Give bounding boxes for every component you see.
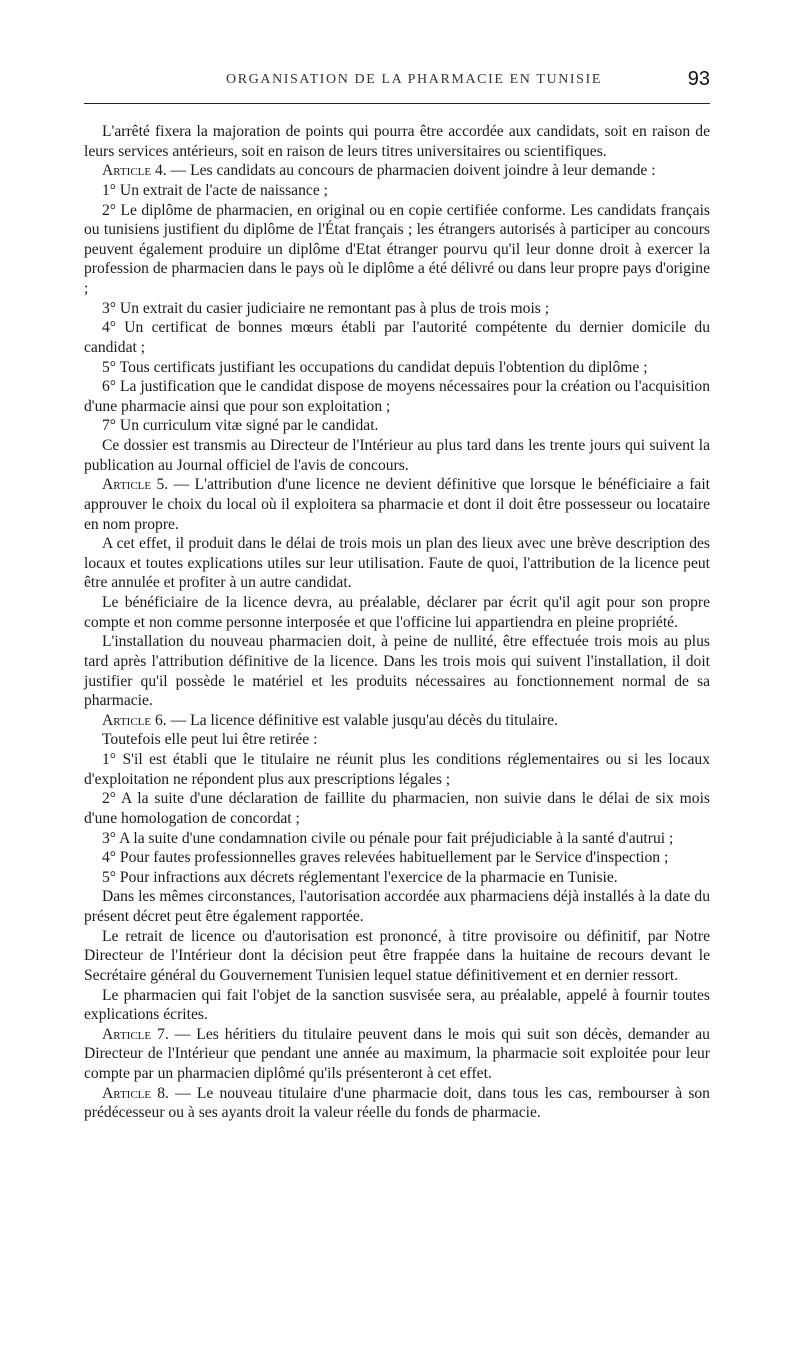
paragraph <box>84 436 710 475</box>
paragraph <box>84 711 710 731</box>
paragraph <box>84 358 710 378</box>
paragraph-text: 5° Pour infractions aux décrets réglementant l'exercice de la pharmacie en Tunisie. <box>102 868 618 886</box>
paragraph-text: Ce dossier est transmis au Directeur de l'Intérieur au plus tard dans les trente jours qui suivent la publication au Journal officiel de l'avis de concours. <box>84 437 710 474</box>
article-label: Article 4. <box>102 162 167 180</box>
paragraph <box>84 377 710 416</box>
paragraph <box>84 848 710 868</box>
paragraph-text: Le pharmacien qui fait l'objet de la sanction susvisée sera, au préalable, appelé à fournir toutes explications écrites. <box>84 986 710 1024</box>
paragraph <box>84 318 710 357</box>
paragraph <box>84 789 710 828</box>
paragraph-text: 2° A la suite d'une déclaration de faillite du pharmacien, non suivie dans le délai de six mois d'une homologation de concordat ; <box>84 790 710 827</box>
paragraph <box>84 475 710 534</box>
paragraph <box>84 750 710 789</box>
paragraph-text: Le bénéficiaire de la licence devra, au préalable, déclarer par écrit qu'il agit pour son propre compte et non comme personne interposée et que l'officine lui appartiendra en pleine propriété. <box>84 594 710 631</box>
article-label: Article 5. <box>102 476 169 494</box>
paragraph-text: L'installation du nouveau pharmacien doit, à peine de nullité, être effectuée trois mois au plus tard après l'attribution définitive de la licence. Dans les trois mois qui suivent l'installation, il doit justifier qu'il possède le matériel et les produits nécessaires au fonctionnement normal de sa pharmacie. <box>84 633 710 710</box>
paragraph-text: 1° S'il est établi que le titulaire ne réunit plus les conditions réglementaires ou si les locaux d'exploitation ne répondent plus aux prescriptions légales ; <box>84 751 710 788</box>
paragraph <box>84 416 710 436</box>
paragraph-text: — Les candidats au concours de pharmacien doivent joindre à leur demande : <box>166 162 656 180</box>
paragraph-text: 7° Un curriculum vitæ signé par le candidat. <box>102 417 379 435</box>
article-label: Article 6. <box>102 711 167 729</box>
paragraph-text: A cet effet, il produit dans le délai de trois mois un plan des lieux avec une brève description des locaux et toutes explications utiles sur leur utilisation. Faute de quoi, l'attribution de la licence peut être annulée et profiter à un autre candidat. <box>84 535 710 592</box>
running-title: ORGANISATION DE LA PHARMACIE EN TUNISIE <box>226 72 602 87</box>
article-label: Article 7. <box>102 1025 169 1043</box>
paragraph-text: Le retrait de licence ou d'autorisation est prononcé, à titre provisoire ou définitif, par Notre Directeur de l'Intérieur dont la décision peut être frappée dans la huitaine de recours devant le Secrétaire général du Gouvernement Tunisien lequel statue définitivement et en dernier ressort. <box>84 927 710 984</box>
paragraph-text: 2° Le diplôme de pharmacien, en original ou en copie certifiée conforme. Les candidats français ou tunisiens justifient du diplôme de l'État français ; les étrangers autorisés à participer au concours peuvent également produire un diplôme d'Etat étranger pourvu qu'il leur donne droit à exercer la profession de pharmacien dans le pays où le diplôme a été délivré ou dans leur propre pays d'origine ; <box>84 201 710 297</box>
paragraph-text: 3° Un extrait du casier judiciaire ne remontant pas à plus de trois mois ; <box>102 299 550 317</box>
header-rule <box>84 103 710 104</box>
paragraph <box>84 1084 710 1123</box>
paragraph-text: 5° Tous certificats justifiant les occupations du candidat depuis l'obtention du diplôme ; <box>102 358 648 376</box>
paragraph <box>84 181 710 201</box>
article-label: Article 8. <box>102 1084 169 1102</box>
paragraph <box>84 1025 710 1084</box>
paragraph-text: 6° La justification que le candidat dispose de moyens nécessaires pour la création ou l'acquisition d'une pharmacie ainsi que pour son exploitation ; <box>84 378 710 415</box>
paragraph <box>84 632 710 711</box>
paragraph-text: 3° A la suite d'une condamnation civile ou pénale pour fait préjudiciable à la santé d'autrui ; <box>102 829 674 847</box>
paragraph <box>84 829 710 849</box>
paragraph <box>84 887 710 926</box>
paragraph-text: — L'attribution d'une licence ne devient définitive que lorsque le bénéficiaire a fait approuver le choix du local où il exploitera sa pharmacie et dont il doit être possesseur ou locataire en nom propre. <box>84 476 710 533</box>
paragraph <box>84 201 710 299</box>
paragraph-text: L'arrêté fixera la majoration de points qui pourra être accordée aux candidats, soit en raison de leurs services antérieurs, soit en raison de leurs titres universitaires ou scientifiques. <box>84 123 710 160</box>
page-number: 93 <box>687 68 710 90</box>
paragraph <box>84 927 710 986</box>
body-text <box>84 122 710 1123</box>
page-header <box>82 68 710 96</box>
paragraph <box>84 161 710 181</box>
paragraph <box>84 730 710 750</box>
paragraph <box>84 986 710 1025</box>
paragraph-text: Dans les mêmes circonstances, l'autorisation accordée aux pharmaciens déjà installés à la date du présent décret peut être également rapportée. <box>84 888 710 925</box>
paragraph <box>84 593 710 632</box>
paragraph-text: — Les héritiers du titulaire peuvent dans le mois qui suit son décès, demander au Directeur de l'Intérieur que pendant une année au maximum, la pharmacie soit exploitée pour leur compte par un pharmacien diplômé qu'ils présenteront à cet effet. <box>84 1025 710 1082</box>
paragraph-text: 4° Un certificat de bonnes mœurs établi par l'autorité compétente du dernier domicile du candidat ; <box>84 319 710 356</box>
paragraph-text: — La licence définitive est valable jusqu'au décès du titulaire. <box>166 711 558 729</box>
paragraph <box>84 868 710 888</box>
paragraph-text: 1° Un extrait de l'acte de naissance ; <box>102 181 328 199</box>
paragraph-text: Toutefois elle peut lui être retirée : <box>102 731 318 749</box>
paragraph <box>84 534 710 593</box>
paragraph-text: 4° Pour fautes professionnelles graves relevées habituellement par le Service d'inspection ; <box>102 849 669 867</box>
paragraph <box>84 299 710 319</box>
paragraph <box>84 122 710 161</box>
paragraph-text: — Le nouveau titulaire d'une pharmacie doit, dans tous les cas, rembourser à son prédécesseur ou à ses ayants droit la valeur réelle du fonds de pharmacie. <box>84 1084 710 1122</box>
